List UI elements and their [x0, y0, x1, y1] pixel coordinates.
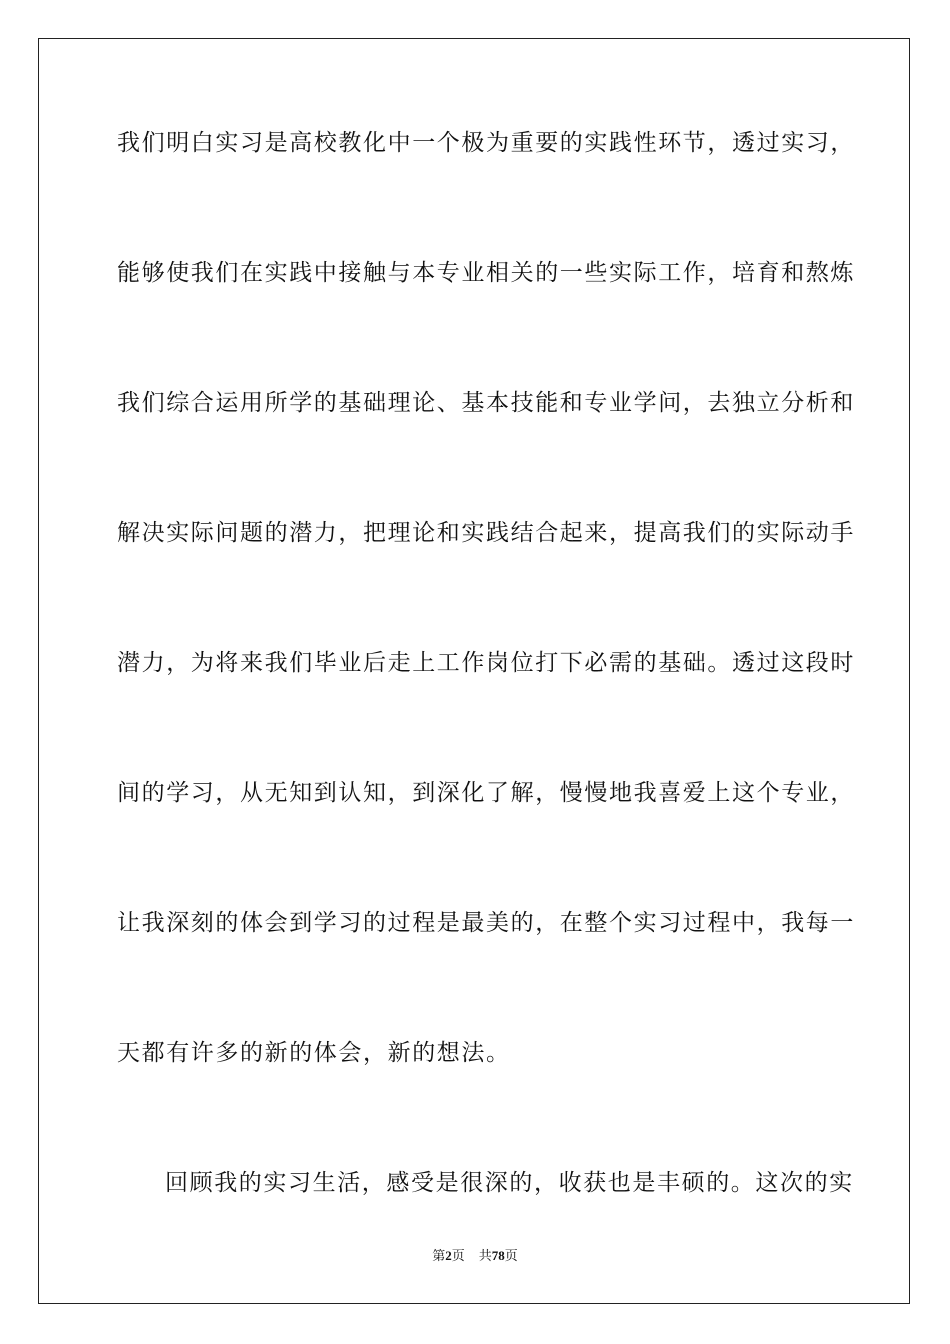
page-suffix: 页: [451, 1249, 465, 1264]
total-prefix: 共: [478, 1249, 492, 1264]
total-pages: 78: [491, 1248, 505, 1263]
text-line-4: 解决实际问题的潜力，把理论和实践结合起来，提高我们的实际动手: [117, 520, 855, 546]
text-line-7: 让我深刻的体会到学习的过程是最美的，在整个实习过程中，我每一: [117, 910, 855, 936]
text-line-6: 间的学习，从无知到认知，到深化了解，慢慢地我喜爱上这个专业，: [117, 780, 855, 806]
text-line-3: 我们综合运用所学的基础理论、基本技能和专业学问，去独立分析和: [117, 390, 855, 416]
text-line-9: 回顾我的实习生活，感受是很深的，收获也是丰硕的。这次的实: [165, 1170, 854, 1196]
page-prefix: 第: [432, 1249, 446, 1264]
text-line-1: 我们明白实习是高校教化中一个极为重要的实践性环节，透过实习，: [117, 130, 855, 156]
total-suffix: 页: [504, 1249, 518, 1264]
page-number: 2: [445, 1248, 452, 1263]
text-line-5: 潜力，为将来我们毕业后走上工作岗位打下必需的基础。透过这段时: [117, 650, 855, 676]
text-line-2: 能够使我们在实践中接触与本专业相关的一些实际工作，培育和熬炼: [117, 260, 855, 286]
page-footer: [0, 1247, 950, 1266]
text-line-8: 天都有许多的新的体会，新的想法。: [117, 1040, 511, 1066]
body-text: [117, 128, 855, 1298]
